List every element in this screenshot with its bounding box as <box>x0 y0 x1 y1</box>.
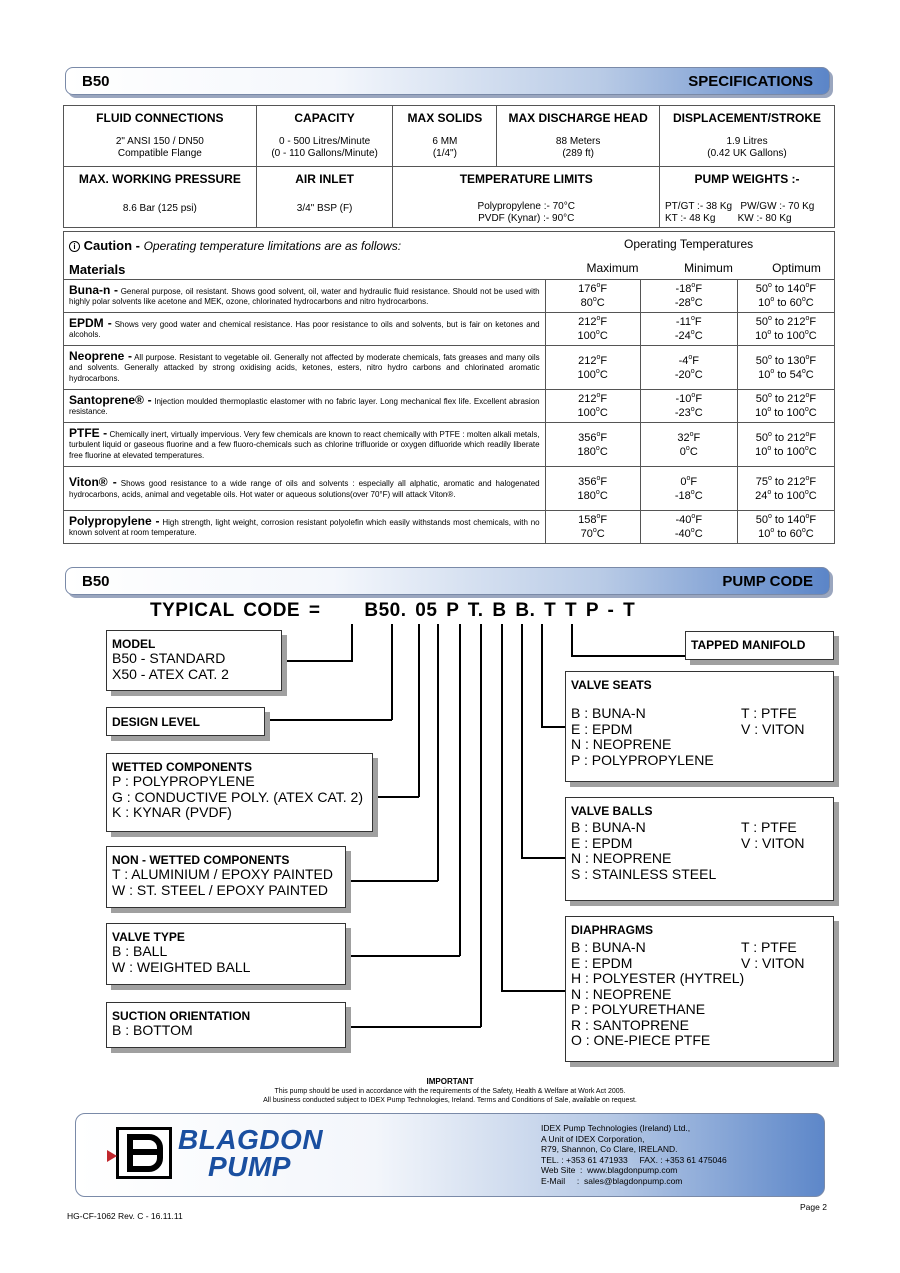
spec-header: TEMPERATURE LIMITS <box>393 167 660 191</box>
material-description: EPDM - Shows very good water and chemical resistance. Has poor resistance to oils and solvents, but is fair on ketones and alcohols. <box>64 313 546 346</box>
min-temp: 0$^o$F -18$^o$C <box>640 467 737 511</box>
diaphragms-box: DIAPHRAGMS B : BUNA-N E : EPDM H : POLYESTER (HYTREL) N : NEOPRENE P : POLYURETHANE R : SANTOPRENE O : ONE-PIECE PTFE T : PTFE V : VITON <box>565 916 834 1062</box>
spec-header: MAX DISCHARGE HEAD <box>497 106 660 130</box>
valve-balls-box: VALVE BALLS B : BUNA-N E : EPDM N : NEOPRENE S : STAINLESS STEEL T : PTFE V : VITON <box>565 797 834 901</box>
material-row <box>64 280 835 313</box>
spec-value: 88 Meters (289 ft) <box>497 130 660 167</box>
spec-header: FLUID CONNECTIONS <box>64 106 257 130</box>
min-temp: -40$^o$F -40$^o$C <box>640 511 737 544</box>
company-address: IDEX Pump Technologies (Ireland) Ltd., A Unit of IDEX Corporation, R79, Shannon, Co Clare, IRELAND. TEL. : +353 61 471933 FAX. : +353 61 475046 Web Site : www.blagdonpump.com E-Mail : sales@blagdonpump.com <box>541 1123 727 1186</box>
typical-code: TYPICAL CODE = B50. 05 P T. B B. T T P - T <box>150 600 636 621</box>
min-temp: -4$^o$F -20$^o$C <box>640 346 737 390</box>
material-row <box>64 511 835 544</box>
material-description: PTFE - Chemically inert, virtually impervious. Very few chemicals are known to react chemically with PTFE : molten alkali metals, turbulent liquid or gaseous fluorine and a few fluoro-chemicals such as chlorine trifluoride or oxygen difluoride which readily liberate free fluorine at elevated temperatures. <box>64 423 546 467</box>
valve-seats-box: VALVE SEATS B : BUNA-N E : EPDM N : NEOPRENE P : POLYPROPYLENE T : PTFE V : VITON <box>565 671 834 782</box>
model-label: B50 <box>82 72 110 90</box>
important-line: This pump should be used in accordance with the requirements of the Safety, Health & Welfare at Work Act 2005. <box>274 1088 626 1095</box>
important-line: All business conducted subject to IDEX Pump Technologies, Ireland. Terms and Conditions of Sale, available on request. <box>263 1097 637 1104</box>
important-title: IMPORTANT <box>426 1077 474 1086</box>
page-number: Page 2 <box>800 1202 827 1212</box>
max-temp: 176$^o$F 80$^o$C <box>545 280 640 313</box>
spec-value: PT/GT :- 38 Kg PW/GW :- 70 Kg KT :- 48 Kg KW :- 80 Kg <box>660 191 835 228</box>
design-level-box: DESIGN LEVEL <box>106 707 265 736</box>
model-box: MODEL B50 - STANDARD X50 - ATEX CAT. 2 <box>106 630 282 691</box>
spec-value: Polypropylene :- 70°C PVDF (Kynar) :- 90°C <box>393 191 660 228</box>
max-temp: 212$^o$F 100$^o$C <box>545 346 640 390</box>
caution-icon: i <box>69 241 80 252</box>
material-row <box>64 346 835 390</box>
specifications-header <box>65 67 830 95</box>
max-temp: 356$^o$F 180$^o$C <box>545 423 640 467</box>
operating-temperatures-label: Operating Temperatures <box>624 237 754 251</box>
spec-value: 3/4" BSP (F) <box>256 191 393 228</box>
spec-header: MAX SOLIDS <box>393 106 497 130</box>
optimum-temp: 50$^o$ to 212$^o$F 10$^o$ to 100$^o$C <box>737 423 834 467</box>
spec-value: 2" ANSI 150 / DN50 Compatible Flange <box>64 130 257 167</box>
material-row <box>64 313 835 346</box>
maximum-label: Maximum <box>586 261 639 275</box>
section-title: PUMP CODE <box>722 572 813 590</box>
min-temp: -11$^o$F -24$^o$C <box>640 313 737 346</box>
spec-header: CAPACITY <box>256 106 393 130</box>
spec-value: 6 MM (1/4") <box>393 130 497 167</box>
material-description: Buna-n - General purpose, oil resistant. Shows good solvent, oil, water and hydraulic fluid resistance. Should not be used with highly polar solvents like acetone and MEK, ozone, chlorinated hydrocarbons and nitro hydrocarbons. <box>64 280 546 313</box>
optimum-temp: 50$^o$ to 140$^o$F 10$^o$ to 60$^o$C <box>737 511 834 544</box>
material-description: Neoprene - All purpose. Resistant to vegetable oil. Generally not affected by moderate chemicals, fats greases and many oils and solvents. Generally attacked by strong oxidising acids, ketones, esters, nitro hydro carbons and chlorinated aromatic hydrocarbons. <box>64 346 546 390</box>
footer-panel <box>75 1113 825 1197</box>
min-temp: -10$^o$F -23$^o$C <box>640 390 737 423</box>
materials-label: Materials <box>69 262 126 277</box>
optimum-label: Optimum <box>772 261 821 275</box>
max-temp: 356$^o$F 180$^o$C <box>545 467 640 511</box>
optimum-temp: 50$^o$ to 212$^o$F 10$^o$ to 100$^o$C <box>737 390 834 423</box>
pump-code-header <box>65 567 830 595</box>
non-wetted-components-box: NON - WETTED COMPONENTS T : ALUMINIUM / EPOXY PAINTED W : ST. STEEL / EPOXY PAINTED <box>106 846 346 908</box>
spec-header: MAX. WORKING PRESSURE <box>64 167 257 191</box>
optimum-temp: 75$^o$ to 212$^o$F 24$^o$ to 100$^o$C <box>737 467 834 511</box>
wetted-components-box: WETTED COMPONENTS P : POLYPROPYLENE G : CONDUCTIVE POLY. (ATEX CAT. 2) K : KYNAR (PVDF) <box>106 753 373 832</box>
max-temp: 158$^o$F 70$^o$C <box>545 511 640 544</box>
suction-orientation-box: SUCTION ORIENTATION B : BOTTOM <box>106 1002 346 1048</box>
max-temp: 212$^o$F 100$^o$C <box>545 313 640 346</box>
spec-header: AIR INLET <box>256 167 393 191</box>
valve-type-box: VALVE TYPE B : BALL W : WEIGHTED BALL <box>106 923 346 985</box>
materials-table <box>63 231 835 544</box>
document-reference: HG-CF-1062 Rev. C - 16.11.11 <box>67 1211 183 1221</box>
max-temp: 212$^o$F 100$^o$C <box>545 390 640 423</box>
material-row <box>64 390 835 423</box>
material-row <box>64 467 835 511</box>
tapped-manifold-box: TAPPED MANIFOLD <box>685 631 834 660</box>
specifications-table <box>63 105 835 228</box>
optimum-temp: 50$^o$ to 212$^o$F 10$^o$ to 100$^o$C <box>737 313 834 346</box>
caution-line: i Caution - Operating temperature limitations are as follows: <box>69 238 401 253</box>
spec-header: DISPLACEMENT/STROKE <box>660 106 835 130</box>
minimum-label: Minimum <box>684 261 733 275</box>
min-temp: 32$^o$F 0$^o$C <box>640 423 737 467</box>
blagdon-logo-icon <box>116 1127 172 1179</box>
min-temp: -18$^o$F -28$^o$C <box>640 280 737 313</box>
optimum-temp: 50$^o$ to 140$^o$F 10$^o$ to 60$^o$C <box>737 280 834 313</box>
spec-value: 0 - 500 Litres/Minute (0 - 110 Gallons/Minute) <box>256 130 393 167</box>
spec-header: PUMP WEIGHTS :- <box>660 167 835 191</box>
model-label: B50 <box>82 572 110 590</box>
spec-value: 8.6 Bar (125 psi) <box>64 191 257 228</box>
section-title: SPECIFICATIONS <box>688 72 813 90</box>
material-description: Santoprene® - Injection moulded thermoplastic elastomer with no fabric layer. Long mechanical flex life. Excellent abrasion resistance. <box>64 390 546 423</box>
material-description: Viton® - Shows good resistance to a wide range of oils and solvents : especially all alphatic, aromatic and halogenated hydrocarbons, acids, animal and vegetable oils. Hot water or aqueous solutions(over 70°F) will attack Viton®. <box>64 467 546 511</box>
material-description: Polypropylene - High strength, light weight, corrosion resistant polyolefin which easily withstands most chemicals, with no known solvent at room temperature. <box>64 511 546 544</box>
material-row <box>64 423 835 467</box>
spec-value: 1.9 Litres (0.42 UK Gallons) <box>660 130 835 167</box>
optimum-temp: 50$^o$ to 130$^o$F 10$^o$ to 54$^o$C <box>737 346 834 390</box>
blagdon-pump-logo: BLAGDON PUMP <box>178 1124 324 1182</box>
